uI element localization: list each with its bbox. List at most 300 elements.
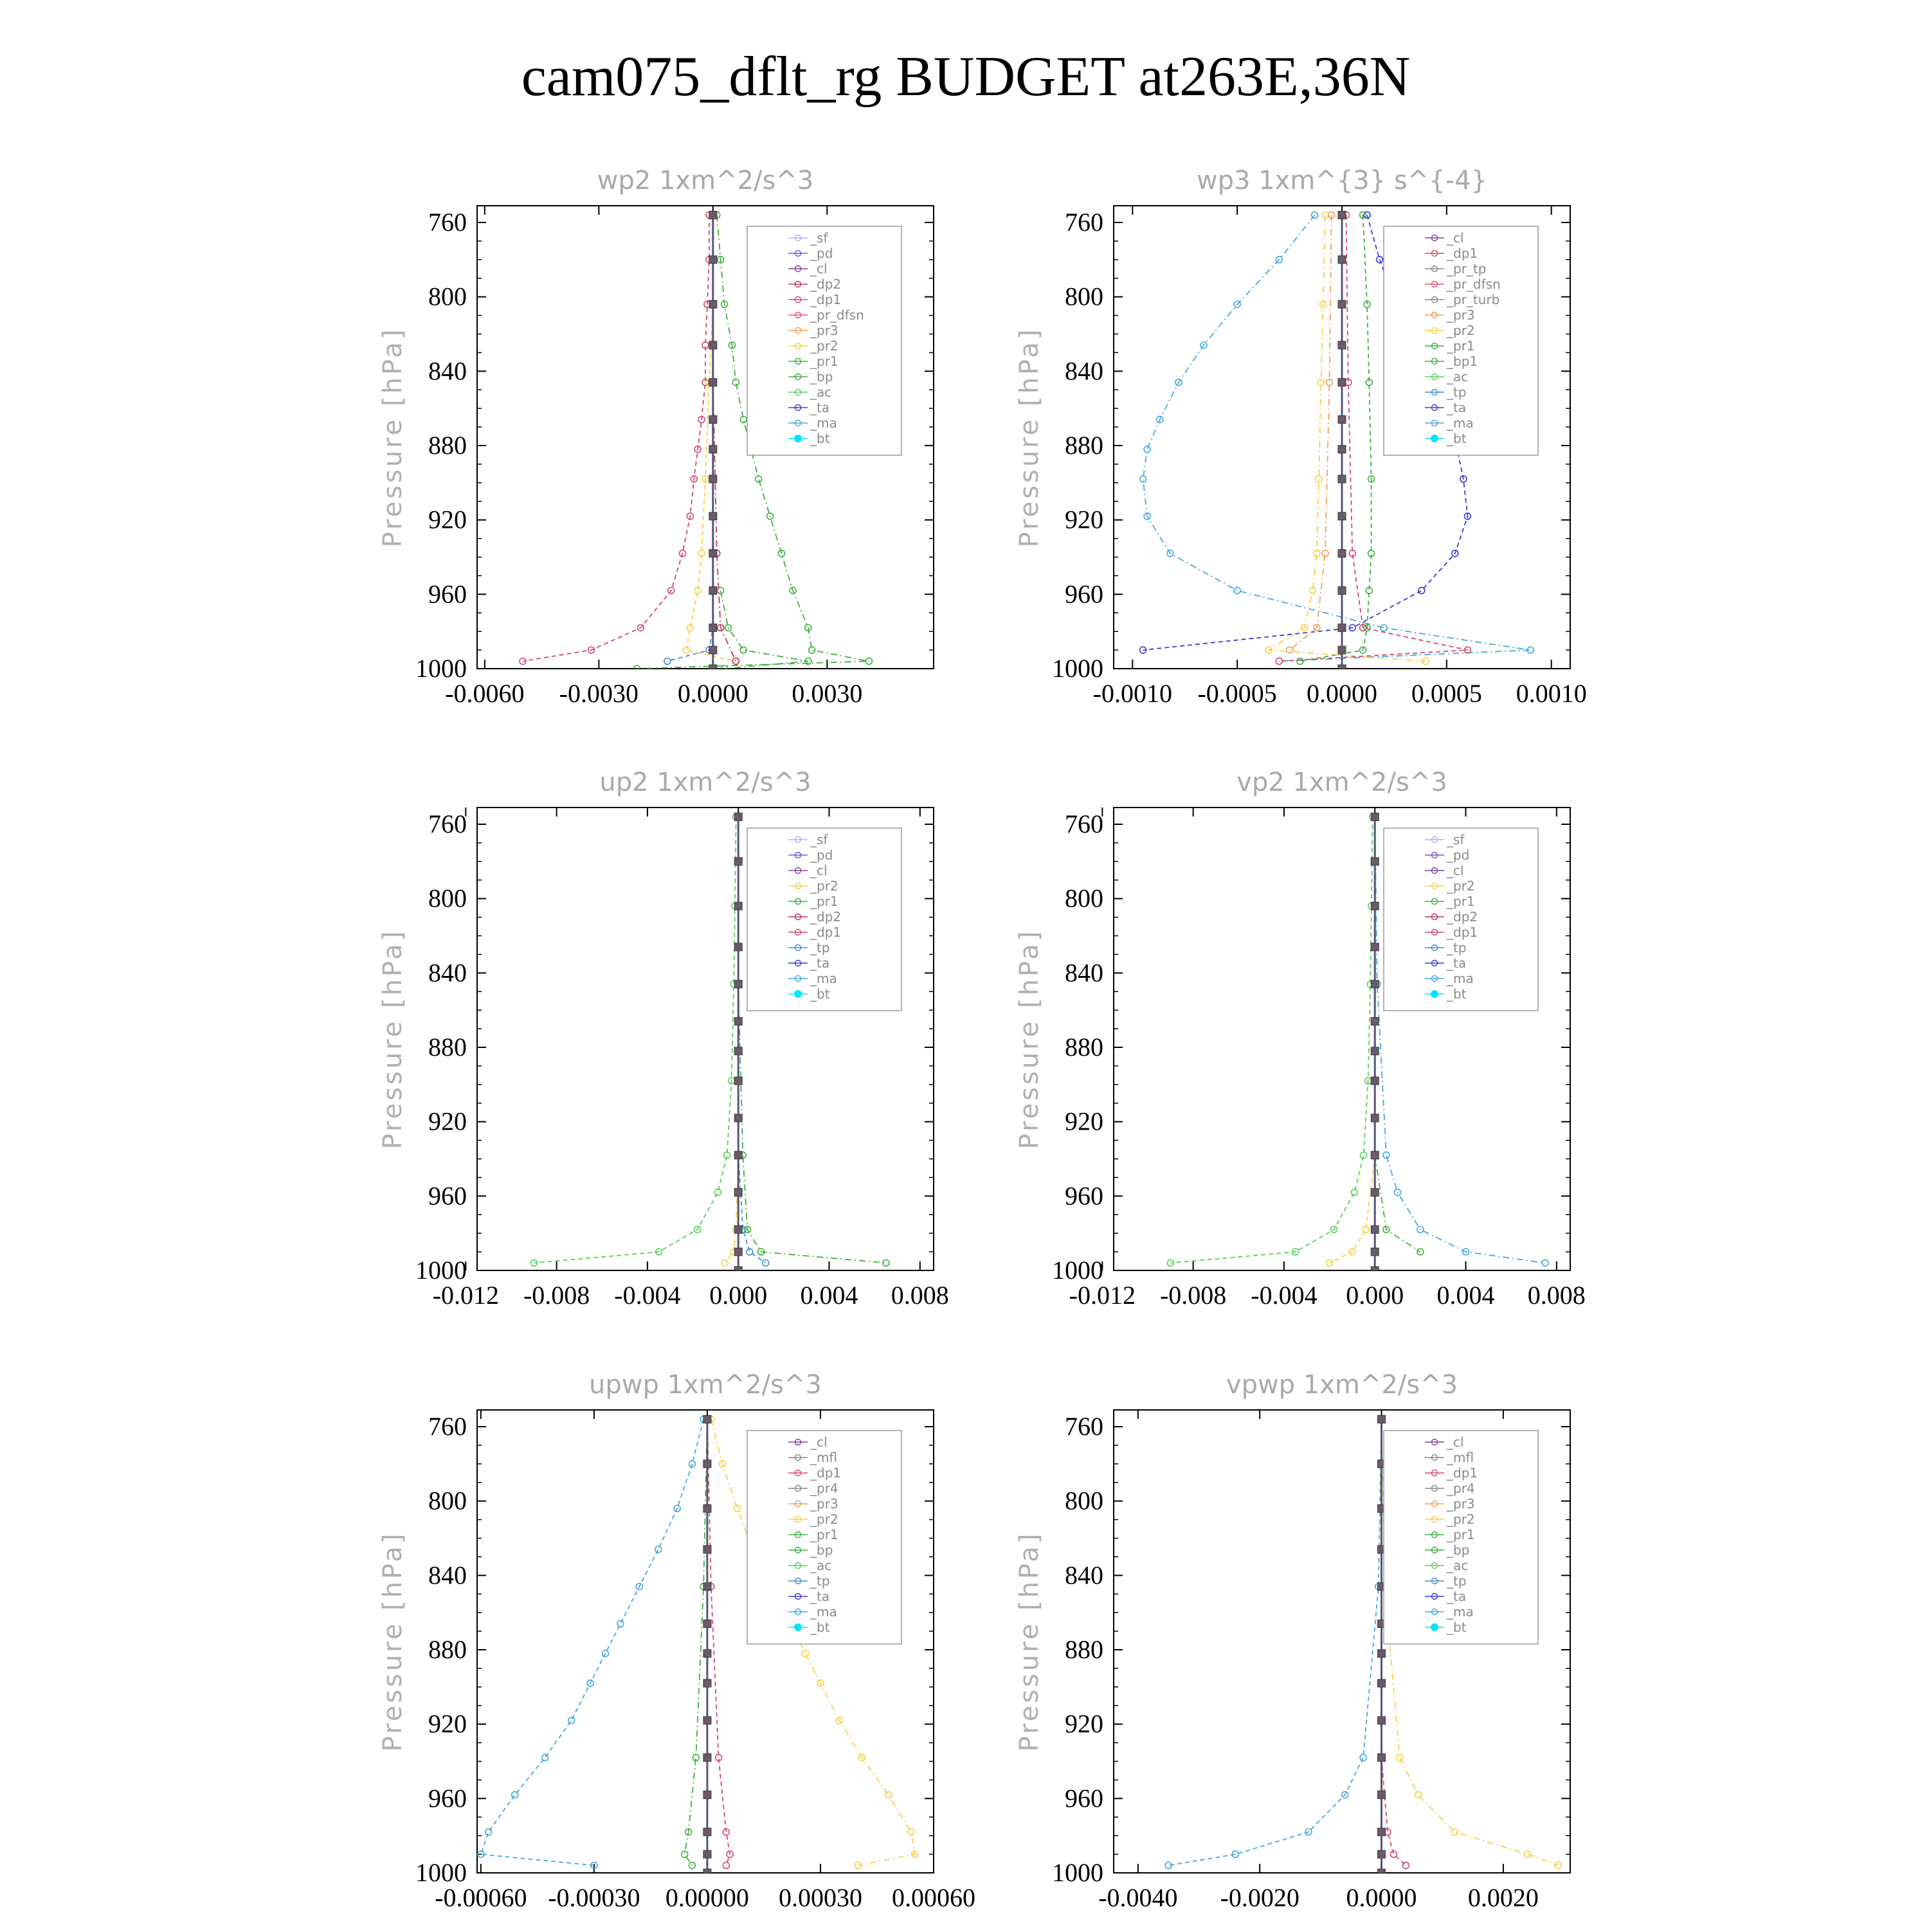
data-point-bt — [703, 1583, 711, 1591]
y-tick-label: 960 — [428, 579, 467, 609]
x-tick-label: 0.0005 — [1411, 679, 1482, 708]
x-tick-label: -0.004 — [1251, 1281, 1318, 1310]
data-point-bt — [703, 1869, 711, 1877]
x-tick-label: 0.00060 — [892, 1883, 975, 1912]
data-point-ma — [1140, 476, 1146, 482]
x-tick-label: -0.00030 — [548, 1883, 640, 1912]
data-point-bt — [1371, 902, 1379, 910]
legend-label: _ta — [1447, 400, 1467, 415]
series-line-dp1 — [1170, 817, 1372, 1263]
data-point-pr2 — [1316, 476, 1322, 482]
legend-label: _tp — [1447, 1573, 1467, 1589]
x-tick-label: 0.0000 — [1307, 679, 1377, 708]
data-point-pr2 — [1327, 1259, 1333, 1266]
y-tick-label: 840 — [428, 1560, 467, 1590]
data-point-ma — [655, 1546, 662, 1553]
legend-label: _sf — [810, 832, 828, 847]
data-point-pr3 — [1326, 379, 1332, 386]
legend-label: _tp — [810, 1573, 830, 1589]
data-point-ma — [568, 1717, 575, 1724]
data-point-ma — [542, 1755, 548, 1761]
data-point-bt — [1338, 665, 1346, 673]
chart-panel-0 — [378, 166, 934, 708]
data-point-bt — [703, 1504, 711, 1512]
data-point-bt — [1338, 646, 1346, 654]
legend-label: _tp — [810, 940, 830, 955]
y-tick-label: 760 — [1065, 1412, 1103, 1441]
x-tick-label: -0.0010 — [1092, 679, 1172, 708]
data-point-bt — [1378, 1828, 1386, 1836]
x-tick-label: 0.000 — [1346, 1281, 1404, 1310]
data-point-bt — [709, 341, 717, 349]
chart-panel-4 — [378, 1370, 975, 1912]
legend-label: _cl — [1447, 1434, 1464, 1450]
data-point-dp1 — [1276, 658, 1282, 664]
data-point-bt — [703, 1415, 711, 1423]
legend-label: _dp2 — [810, 909, 842, 925]
x-tick-label: 0.000 — [709, 1281, 768, 1310]
data-point-bt — [1338, 341, 1346, 349]
data-point-pr1 — [734, 1505, 741, 1512]
y-tick-label: 800 — [428, 282, 467, 311]
y-tick-label: 800 — [1065, 1486, 1103, 1515]
data-point-bt — [734, 858, 742, 865]
data-point-bt — [709, 512, 717, 520]
data-point-ma — [485, 1828, 492, 1835]
chart-panel-2 — [378, 768, 949, 1310]
data-point-bt — [703, 1850, 711, 1858]
legend-label: _ac — [1447, 369, 1469, 384]
data-point-ma — [689, 1461, 695, 1467]
y-tick-label: 840 — [428, 356, 467, 386]
legend-label: _bt — [810, 431, 830, 446]
x-tick-label: -0.0040 — [1098, 1883, 1178, 1912]
data-point-bt — [709, 475, 717, 483]
data-point-bp — [756, 476, 762, 482]
y-tick-label: 960 — [428, 1783, 467, 1813]
y-tick-label: 920 — [1065, 1106, 1103, 1136]
legend-label: _cl — [810, 261, 828, 276]
series-line-dp1 — [523, 215, 709, 662]
series-line-tp — [738, 1155, 765, 1263]
legend-label: _pr3 — [810, 1496, 838, 1512]
data-point-bt — [1378, 1869, 1386, 1877]
data-point-bt — [703, 1717, 711, 1724]
legend-label: _ta — [810, 1589, 830, 1604]
legend-marker-bt — [1431, 1623, 1438, 1631]
legend-label: _pr_dfsn — [1447, 276, 1501, 292]
x-tick-label: 0.004 — [800, 1281, 858, 1310]
data-point-bt — [734, 980, 742, 988]
legend-label: _mfl — [810, 1450, 838, 1465]
y-tick-label: 1000 — [1052, 1256, 1103, 1285]
series-line-ma — [481, 1420, 703, 1866]
legend-label: _mfl — [1447, 1450, 1474, 1465]
data-point-bt — [734, 1267, 742, 1274]
legend-label: _ma — [1447, 415, 1474, 431]
data-point-dp1 — [723, 1862, 729, 1868]
data-point-bt — [1371, 1267, 1379, 1274]
panel-title: up2 1xm^2/s^3 — [599, 768, 811, 797]
data-point-bt — [709, 624, 717, 631]
panel-title: wp3 1xm^{3} s^{-4} — [1196, 166, 1488, 195]
data-point-bt — [709, 550, 717, 557]
y-tick-label: 920 — [1065, 1709, 1103, 1738]
x-tick-label: 0.0000 — [677, 679, 748, 708]
legend-label: _ta — [810, 400, 830, 415]
legend-label: _dp1 — [810, 1465, 842, 1481]
data-point-bt — [1371, 858, 1379, 865]
y-tick-label: 960 — [428, 1181, 467, 1211]
legend-label: _pr1 — [810, 354, 838, 369]
legend-marker-bt — [794, 1623, 802, 1631]
chart-panel-1 — [1015, 166, 1587, 708]
y-axis-label: Pressure [hPa] — [1015, 327, 1044, 548]
data-point-bt — [1371, 1248, 1379, 1256]
legend-label: _ma — [1447, 1604, 1474, 1620]
data-point-bt — [1378, 1415, 1386, 1423]
legend-label: _pd — [810, 847, 833, 863]
legend-label: _pr2 — [1447, 323, 1475, 338]
data-point-bt — [703, 1754, 711, 1762]
legend-label: _ac — [810, 384, 832, 400]
legend-label: _sf — [1447, 832, 1465, 847]
y-tick-label: 760 — [428, 208, 467, 237]
legend-label: _pr2 — [810, 1512, 838, 1527]
data-point-pr1 — [1525, 1851, 1531, 1857]
x-tick-label: -0.008 — [523, 1281, 590, 1310]
data-point-bt — [734, 1225, 742, 1233]
data-point-pr3 — [1287, 647, 1293, 653]
y-axis-label: Pressure [hPa] — [378, 928, 408, 1150]
panel-title: vpwp 1xm^2/s^3 — [1226, 1370, 1458, 1400]
x-tick-label: -0.0020 — [1220, 1883, 1300, 1912]
legend-label: _dp1 — [1447, 1465, 1478, 1481]
legend-label: _ma — [810, 1604, 837, 1620]
data-point-bt — [1378, 1717, 1386, 1724]
y-axis-label: Pressure [hPa] — [1015, 1531, 1044, 1752]
x-tick-label: -0.012 — [1069, 1281, 1136, 1310]
y-tick-label: 920 — [428, 505, 467, 534]
legend-label: _dp1 — [1447, 925, 1478, 940]
x-tick-label: 0.00030 — [778, 1883, 862, 1912]
data-point-bt — [703, 1620, 711, 1628]
data-point-bt — [1371, 1077, 1379, 1085]
legend-label: _dp2 — [1447, 909, 1478, 925]
y-tick-label: 760 — [428, 809, 467, 839]
y-tick-label: 1000 — [415, 1256, 467, 1285]
legend-label: _cl — [1447, 863, 1464, 878]
data-point-bt — [734, 813, 742, 820]
data-point-ma — [1360, 1755, 1366, 1761]
data-point-bt — [734, 1248, 742, 1256]
legend-label: _ta — [1447, 955, 1467, 971]
x-tick-label: 0.0000 — [1346, 1883, 1417, 1912]
y-tick-label: 760 — [1065, 208, 1103, 237]
data-point-bt — [709, 665, 717, 673]
data-point-bt — [1378, 1791, 1386, 1799]
legend-label: _cl — [1447, 230, 1464, 246]
legend-label: _dp2 — [810, 276, 842, 292]
y-tick-label: 1000 — [415, 1858, 467, 1887]
data-point-bt — [1338, 550, 1346, 557]
data-point-pr1 — [1397, 1755, 1403, 1761]
y-tick-label: 880 — [1065, 1033, 1103, 1062]
x-tick-label: 0.008 — [891, 1281, 949, 1310]
panel-title: wp2 1xm^2/s^3 — [597, 166, 814, 195]
data-point-bt — [703, 1650, 711, 1657]
legend-label: _ac — [1447, 1558, 1469, 1573]
data-point-bt — [709, 416, 717, 424]
data-point-bt — [1378, 1754, 1386, 1762]
y-axis-label: Pressure [hPa] — [378, 327, 408, 548]
x-tick-label: -0.0005 — [1197, 679, 1277, 708]
series-line-pr2 — [725, 1155, 738, 1263]
legend-label: _pr_tp — [1447, 261, 1487, 276]
y-tick-label: 800 — [428, 1486, 467, 1515]
y-tick-label: 840 — [1065, 958, 1103, 988]
y-tick-label: 760 — [428, 1412, 467, 1441]
data-point-bt — [1338, 211, 1346, 219]
y-tick-label: 880 — [428, 1033, 467, 1062]
y-tick-label: 840 — [1065, 356, 1103, 386]
data-point-bt — [1371, 943, 1379, 951]
data-point-bt — [703, 1546, 711, 1553]
y-tick-label: 880 — [428, 1635, 467, 1665]
data-point-bt — [709, 587, 717, 595]
y-tick-label: 800 — [1065, 282, 1103, 311]
x-tick-label: 0.0030 — [792, 679, 863, 708]
legend-label: _sf — [810, 230, 828, 246]
y-axis-label: Pressure [hPa] — [378, 1531, 408, 1752]
data-point-bp — [809, 647, 815, 653]
data-point-bt — [703, 1460, 711, 1468]
data-point-bt — [1378, 1650, 1386, 1657]
legend-label: _pr4 — [1447, 1481, 1475, 1496]
legend-label: _pr2 — [1447, 1512, 1475, 1527]
data-point-bt — [1338, 475, 1346, 483]
panel-title: upwp 1xm^2/s^3 — [589, 1370, 822, 1400]
data-point-bt — [703, 1679, 711, 1687]
data-point-bt — [1338, 587, 1346, 595]
legend-label: _pr1 — [810, 894, 838, 909]
y-tick-label: 880 — [428, 431, 467, 460]
data-point-bt — [1371, 1225, 1379, 1233]
legend-label: _dp1 — [810, 292, 842, 307]
y-tick-label: 960 — [1065, 1783, 1103, 1813]
y-tick-label: 840 — [1065, 1560, 1103, 1590]
legend-label: _pr3 — [810, 323, 838, 338]
data-point-bt — [709, 211, 717, 219]
legend-label: _pr2 — [810, 338, 838, 354]
x-tick-label: -0.012 — [432, 1281, 500, 1310]
y-tick-label: 920 — [428, 1106, 467, 1136]
legend-label: _bp1 — [1447, 354, 1478, 369]
data-point-dp1 — [1402, 1862, 1409, 1868]
legend-label: _pr1 — [1447, 338, 1475, 354]
data-point-bt — [709, 379, 717, 386]
data-point-bt — [734, 1047, 742, 1055]
y-tick-label: 1000 — [415, 654, 467, 683]
legend-label: _pr4 — [810, 1481, 838, 1496]
y-axis-label: Pressure [hPa] — [1015, 928, 1044, 1150]
legend-label: _pr1 — [1447, 1527, 1475, 1542]
x-tick-label: 0.0020 — [1467, 1883, 1539, 1912]
data-point-ma — [1144, 446, 1150, 453]
y-tick-label: 920 — [1065, 505, 1103, 534]
legend-label: _bt — [810, 1620, 830, 1635]
data-point-bp — [689, 1862, 695, 1868]
legend-label: _bt — [1447, 986, 1467, 1002]
y-tick-label: 760 — [1065, 809, 1103, 839]
legend-label: _ta — [1447, 1589, 1467, 1604]
data-point-ma — [1542, 1259, 1548, 1266]
legend-label: _bp — [1447, 1542, 1470, 1558]
x-tick-label: 0.0010 — [1516, 679, 1587, 708]
chart-panel-3 — [1015, 768, 1586, 1310]
data-point-bt — [1371, 1018, 1379, 1025]
data-point-pr1 — [1451, 1828, 1458, 1835]
data-point-bt — [1338, 446, 1346, 453]
legend-label: _tp — [1447, 384, 1467, 400]
legend-label: _ma — [810, 971, 837, 986]
x-tick-label: 0.004 — [1436, 1281, 1495, 1310]
data-point-bt — [1338, 416, 1346, 424]
series-line-pr1 — [1300, 215, 1372, 662]
data-point-bt — [734, 1114, 742, 1122]
data-point-bt — [703, 1828, 711, 1836]
legend-marker-bt — [794, 990, 802, 998]
data-point-bt — [1371, 1047, 1379, 1055]
data-point-bt — [1371, 1151, 1379, 1159]
data-point-bt — [734, 1018, 742, 1025]
data-point-ta — [1418, 588, 1425, 594]
legend-label: _ac — [810, 1558, 832, 1573]
y-tick-label: 800 — [428, 883, 467, 913]
data-point-ma — [512, 1792, 518, 1798]
data-point-bt — [1378, 1850, 1386, 1858]
legend-label: _pr_dfsn — [810, 307, 864, 323]
data-point-bt — [1338, 512, 1346, 520]
legend-label: _pr2 — [1447, 878, 1475, 894]
legend-label: _ma — [810, 415, 837, 431]
legend-label: _pr2 — [810, 878, 838, 894]
legend-label: _dp1 — [810, 925, 842, 940]
y-tick-label: 1000 — [1052, 1858, 1103, 1887]
legend-label: _bt — [1447, 431, 1467, 446]
y-tick-label: 880 — [1065, 431, 1103, 460]
data-point-bt — [1338, 300, 1346, 308]
y-tick-label: 840 — [428, 958, 467, 988]
y-tick-label: 880 — [1065, 1635, 1103, 1665]
series-line-dp1 — [1382, 1758, 1406, 1866]
data-point-bt — [734, 902, 742, 910]
data-point-pr1 — [1415, 1792, 1421, 1798]
legend-label: _cl — [810, 863, 828, 878]
series-line-dp2 — [1375, 1155, 1420, 1252]
data-point-bt — [1338, 256, 1346, 264]
legend-label: _pd — [1447, 847, 1470, 863]
data-point-bt — [1371, 980, 1379, 988]
x-tick-label: 0.00000 — [665, 1883, 749, 1912]
data-point-bt — [734, 1189, 742, 1196]
x-tick-label: 0.008 — [1527, 1281, 1586, 1310]
legend-label: _bt — [810, 986, 830, 1002]
data-point-pr1 — [725, 624, 732, 631]
data-point-ma — [1383, 1152, 1390, 1159]
x-tick-label: -0.00060 — [435, 1883, 527, 1912]
panels-group — [378, 166, 1587, 1912]
legend-marker-bt — [1431, 435, 1438, 442]
series-line-pr3 — [1290, 215, 1332, 651]
x-tick-label: -0.004 — [614, 1281, 681, 1310]
data-point-bt — [734, 1077, 742, 1085]
series-line-tp — [667, 215, 713, 662]
legend-label: _tp — [1447, 940, 1467, 955]
data-point-dp2 — [732, 658, 739, 664]
data-point-tp — [763, 1259, 769, 1266]
data-point-bt — [734, 943, 742, 951]
data-point-ma — [1312, 212, 1318, 218]
data-point-bt — [1338, 379, 1346, 386]
data-point-bt — [709, 256, 717, 264]
data-point-bt — [1371, 813, 1379, 820]
figure-title: cam075_dflt_rg BUDGET at263E,36N — [521, 46, 1411, 108]
data-point-bt — [1371, 1189, 1379, 1196]
data-point-tp — [747, 1249, 753, 1255]
legend-label: _pr_turb — [1447, 292, 1500, 307]
data-point-bt — [1371, 1114, 1379, 1122]
y-tick-label: 800 — [1065, 883, 1103, 913]
y-tick-label: 960 — [1065, 579, 1103, 609]
legend-label: _ta — [810, 955, 830, 971]
data-point-bt — [1338, 624, 1346, 631]
x-tick-label: -0.0030 — [559, 679, 638, 708]
legend-label: _ma — [1447, 971, 1474, 986]
data-point-pr2 — [721, 1259, 728, 1266]
x-tick-label: -0.0060 — [445, 679, 525, 708]
data-point-bt — [703, 1791, 711, 1799]
legend-label: _bp — [810, 369, 833, 384]
legend-label: _pr3 — [1447, 307, 1475, 323]
data-point-bt — [734, 1151, 742, 1159]
data-point-ma — [617, 1621, 624, 1627]
data-point-bt — [709, 446, 717, 453]
legend-label: _cl — [810, 1434, 828, 1450]
y-tick-label: 1000 — [1052, 654, 1103, 683]
legend-marker-bt — [794, 435, 802, 442]
data-point-pr1 — [802, 1650, 808, 1657]
series-line-ma — [1168, 1420, 1381, 1866]
y-tick-label: 920 — [428, 1709, 467, 1738]
legend-label: _pr1 — [1447, 894, 1475, 909]
y-tick-label: 960 — [1065, 1181, 1103, 1211]
data-point-ma — [1234, 588, 1240, 594]
data-point-bt — [709, 646, 717, 654]
data-point-pr1 — [885, 1792, 892, 1798]
legend-label: _pd — [810, 246, 833, 261]
legend-label: _dp1 — [1447, 246, 1478, 261]
legend-label: _bt — [1447, 1620, 1467, 1635]
series-line-pr2 — [1330, 1155, 1375, 1263]
x-tick-label: -0.008 — [1159, 1281, 1227, 1310]
panel-title: vp2 1xm^2/s^3 — [1236, 768, 1447, 797]
data-point-pr2 — [1318, 379, 1324, 386]
data-point-bt — [709, 300, 717, 308]
legend-label: _pr1 — [810, 1527, 838, 1542]
data-point-bp — [682, 1851, 688, 1857]
series-line-dp1 — [534, 817, 736, 1263]
